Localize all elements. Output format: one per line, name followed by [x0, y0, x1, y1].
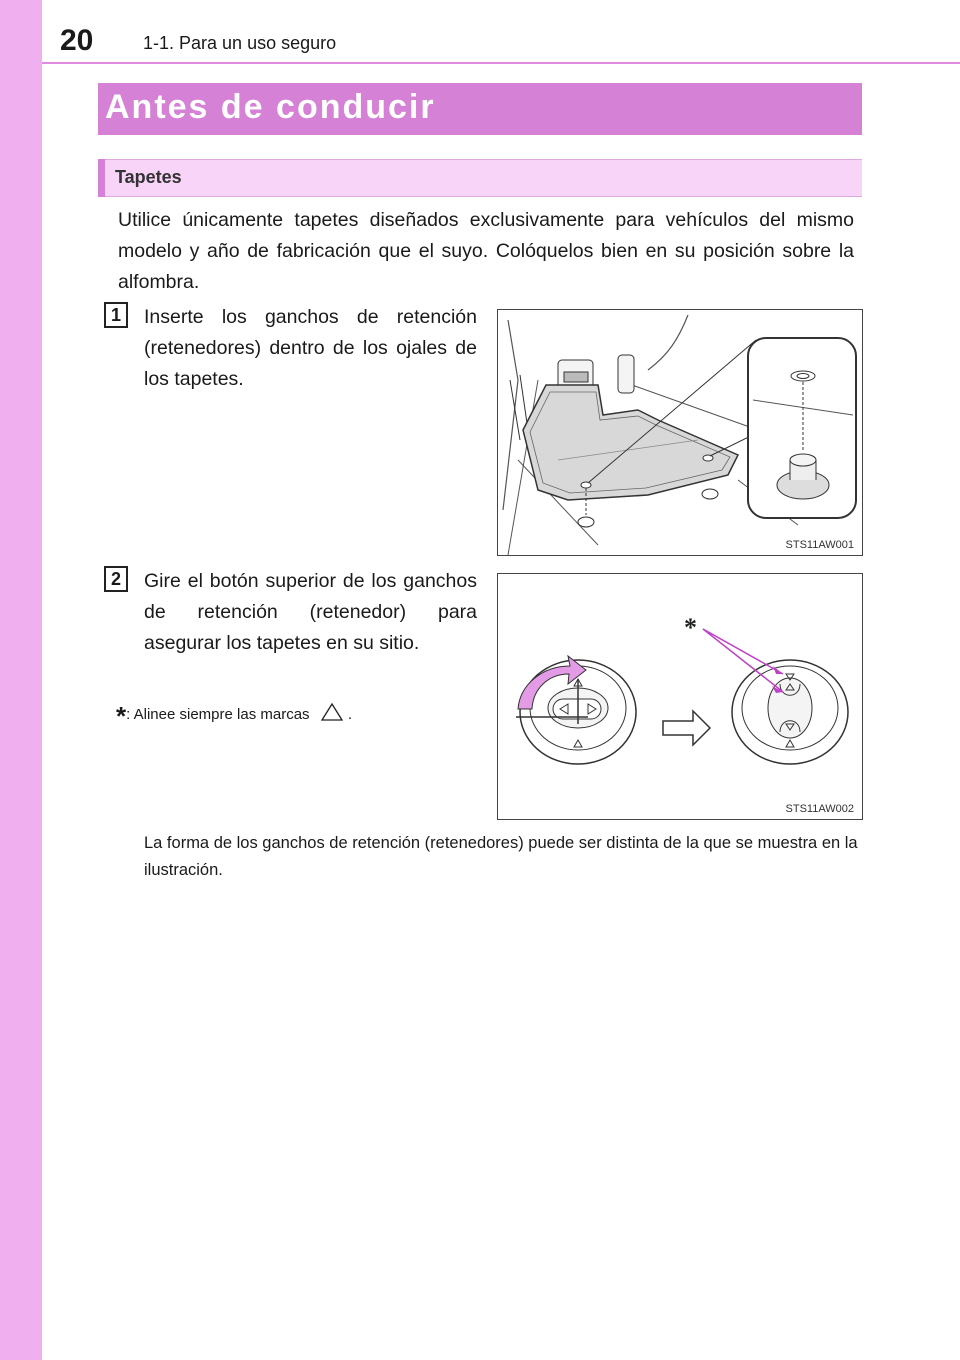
subsection-bar — [98, 159, 862, 197]
page-number: 20 — [60, 24, 94, 57]
step-1-text: Inserte los ganchos de retención (retenedores) dentro de los ojales de los tapetes. — [144, 306, 477, 390]
subsection-title: Tapetes — [115, 167, 182, 187]
header-title: 1-1. Para un uso seguro — [143, 33, 337, 53]
step-1-badge: 1 — [104, 302, 128, 328]
note-star: * — [116, 701, 127, 731]
figure-1-code: STS11AW001 — [785, 539, 854, 551]
floor-mat-illustration — [498, 310, 862, 555]
note-text: : Alinee siempre las marcas — [126, 706, 310, 723]
figure-retainer — [497, 573, 863, 820]
step-2-badge: 2 — [104, 566, 128, 592]
retainer-illustration — [498, 574, 862, 819]
right-arrow-icon — [663, 711, 710, 745]
footnote: La forma de los ganchos de retención (retenedores) puede ser distinta de la que se muestra en la ilustración. — [144, 834, 858, 879]
figure-2-code: STS11AW002 — [785, 803, 854, 815]
figure-floor-mat — [497, 309, 863, 556]
intro-paragraph: Utilice únicamente tapetes diseñados exclusivamente para vehículos del mismo modelo y año de fabricación que el suyo. Colóquelos bien en su posición sobre la alfombra. — [118, 209, 854, 293]
note-line — [116, 695, 353, 731]
triangle-mark-icon — [320, 702, 344, 722]
step-2-text: Gire el botón superior de los ganchos de retención (retenedor) para asegurar los tapetes en su sitio. — [144, 570, 477, 654]
side-strip — [0, 0, 42, 1360]
header-rule — [42, 62, 960, 64]
svg-text:*: * — [684, 613, 697, 642]
note-end: . — [347, 706, 353, 723]
subsection-accent — [98, 159, 105, 197]
section-title: Antes de conducir — [105, 88, 436, 126]
